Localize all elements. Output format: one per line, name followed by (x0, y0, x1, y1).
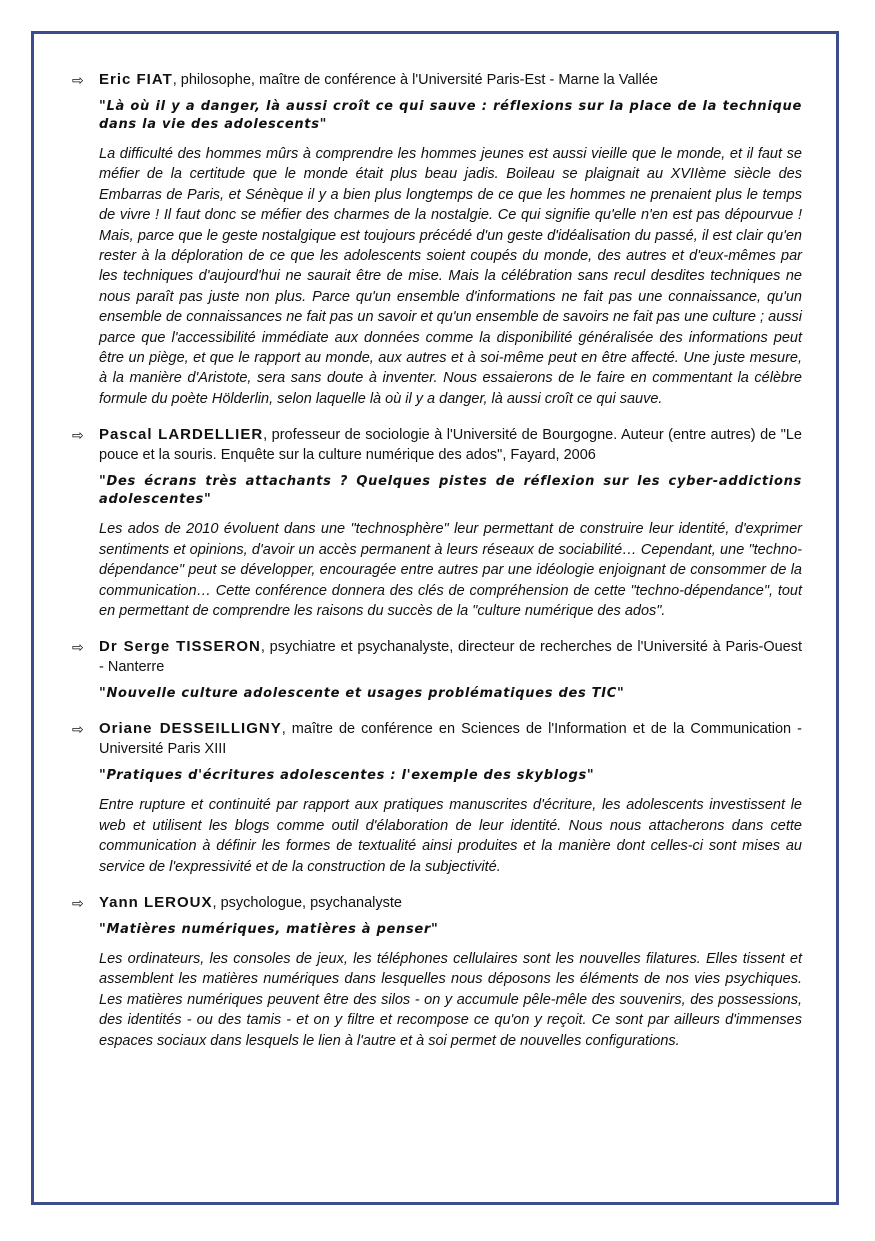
speaker-role: , philosophe, maître de conférence à l'Université Paris-Est - Marne la Vallée (172, 72, 658, 88)
talk-abstract: Les ordinateurs, les consoles de jeux, les téléphones cellulaires sont les nouvelles filatures. Elles tissent et assemblent les matières numériques dans lesquelles nous déposons les éléments de nos vies psychiques. Les matières numériques peuvent être des silos - on y accumule pêle-mêle des souvenirs, des possessions, des identités - ou des tamis - et on y filtre et recompose ce qu'on y reçoit. Ce sont par ailleurs d'immenses espaces sociaux dans lesquels le lien à l'autre et à soi permet de nouvelles configurations. (99, 950, 802, 1049)
speaker-role: , psychologue, psychanalyste (212, 894, 402, 911)
speaker-name: Dr Serge TISSERON (99, 638, 261, 656)
speaker-entry-desseilligny (72, 719, 802, 877)
speaker-entry-lardellier (72, 425, 802, 621)
speaker-name: Pascal LARDELLIER (99, 426, 264, 444)
talk-title: "Nouvelle culture adolescente et usages problématiques des TIC" (99, 686, 625, 702)
right-arrow-icon: ⇨ (72, 72, 84, 88)
right-arrow-icon: ⇨ (72, 894, 84, 911)
talk-abstract: Entre rupture et continuité par rapport aux pratiques manuscrites d'écriture, les adolescents investissent le web et utilisent les blogs comme outil d'élaboration de leur identité. Nous nous attacherons dans cette communication à définir les formes de textualité ainsi produites et la manière dont celles-ci sont mises au service de l'expressivité et de la construction de la subjectivité. (99, 797, 802, 875)
talk-abstract: Les ados de 2010 évoluent dans une "technosphère" leur permettant de construire leur identité, d'exprimer sentiments et opinions, d'avoir un accès permanent à leurs réseaux de sociabilité… Cependant, une "techno-dépendance" peut se développer, encouragée entre autres par une idéologie enjoignant de consommer de la communication… Cette conférence donnera des clés de compréhension de cette "techno-dépendance", tout en permettant de comprendre les raisons du succès de la "culture numérique des ados". (99, 521, 802, 619)
speaker-name: Yann LEROUX (99, 893, 213, 911)
talk-title: "Pratiques d'écritures adolescentes : l'exemple des skyblogs" (99, 768, 595, 784)
speaker-line (72, 637, 802, 677)
speaker-line (72, 70, 802, 90)
speaker-entry-leroux (72, 893, 802, 1051)
speaker-line (72, 425, 802, 465)
talk-abstract: La difficulté des hommes mûrs à comprendre les hommes jeunes est aussi vieille que le monde, et il faut se méfier de la certitude que le monde était plus beau jadis. Boileau se plaignait au XVIIème siècle des Embarras de Paris, et Sénèque il y a bien plus longtemps de ce que les hommes ne prenaient plus le temps de vivre ! Il faut donc se méfier des charmes de la nostalgie. Ce qui signifie qu'elle n'en est pas dépourvue ! Mais, parce que le geste nostalgique est toujours précédé d'un geste d'idéalisation du passé, il est clair qu'en rester à la déploration de ce que les adolescents soient coupés du monde, des autres et d'eux-mêmes par les techniques d'aujourd'hui ne saurait être de mise. Mais la célébration sans recul desdites techniques ne nous paraît pas juste non plus. Parce qu'un ensemble d'informations ne fait pas une connaissance, qu'un ensemble de connaissances ne fait pas un savoir et qu'un ensemble de savoirs ne fait pas une culture ; aussi parce que l'accessibilité immédiate aux données comme la disponibilité généralisée des informations peut être un piège, et que le rapport au monde, aux autres et à soi-même peut en être affecté. Une juste mesure, à la manière d'Aristote, sera sans doute à inventer. Nous essaierons de le faire en commentant la célèbre formule du poète Hölderlin, selon laquelle là où il y a danger, là aussi croît ce qui sauve. (99, 146, 802, 407)
right-arrow-icon: ⇨ (72, 427, 84, 444)
talk-title: "Là où il y a danger, là aussi croît ce qui sauve : réflexions sur la place de la technique dans la vie des adolescents" (99, 99, 802, 132)
right-arrow-icon: ⇨ (72, 639, 84, 656)
speaker-role: , maître de conférence en Sciences de l'Information et de la Communication - Université Paris XIII (99, 721, 802, 758)
talk-title: "Matières numériques, matières à penser" (99, 921, 439, 937)
speaker-line (72, 719, 802, 759)
speaker-role: , psychiatre et psychanalyste, directeur de recherches de l'Université à Paris-Ouest - Nanterre (99, 639, 803, 676)
talk-title: "Des écrans très attachants ? Quelques pistes de réflexion sur les cyber-addictions adolescentes" (99, 474, 802, 508)
speaker-entry-fiat (72, 70, 802, 409)
speaker-list (72, 70, 802, 1067)
right-arrow-icon: ⇨ (72, 721, 84, 738)
speaker-name: Oriane DESSEILLIGNY (99, 720, 282, 738)
speaker-entry-tisseron (72, 637, 802, 703)
speaker-role: , professeur de sociologie à l'Université de Bourgogne. Auteur (entre autres) de "Le pouce et la souris. Enquête sur la culture numérique des ados", Fayard, 2006 (99, 427, 802, 464)
speaker-name: Eric FIAT (99, 71, 173, 88)
speaker-line (72, 893, 802, 913)
